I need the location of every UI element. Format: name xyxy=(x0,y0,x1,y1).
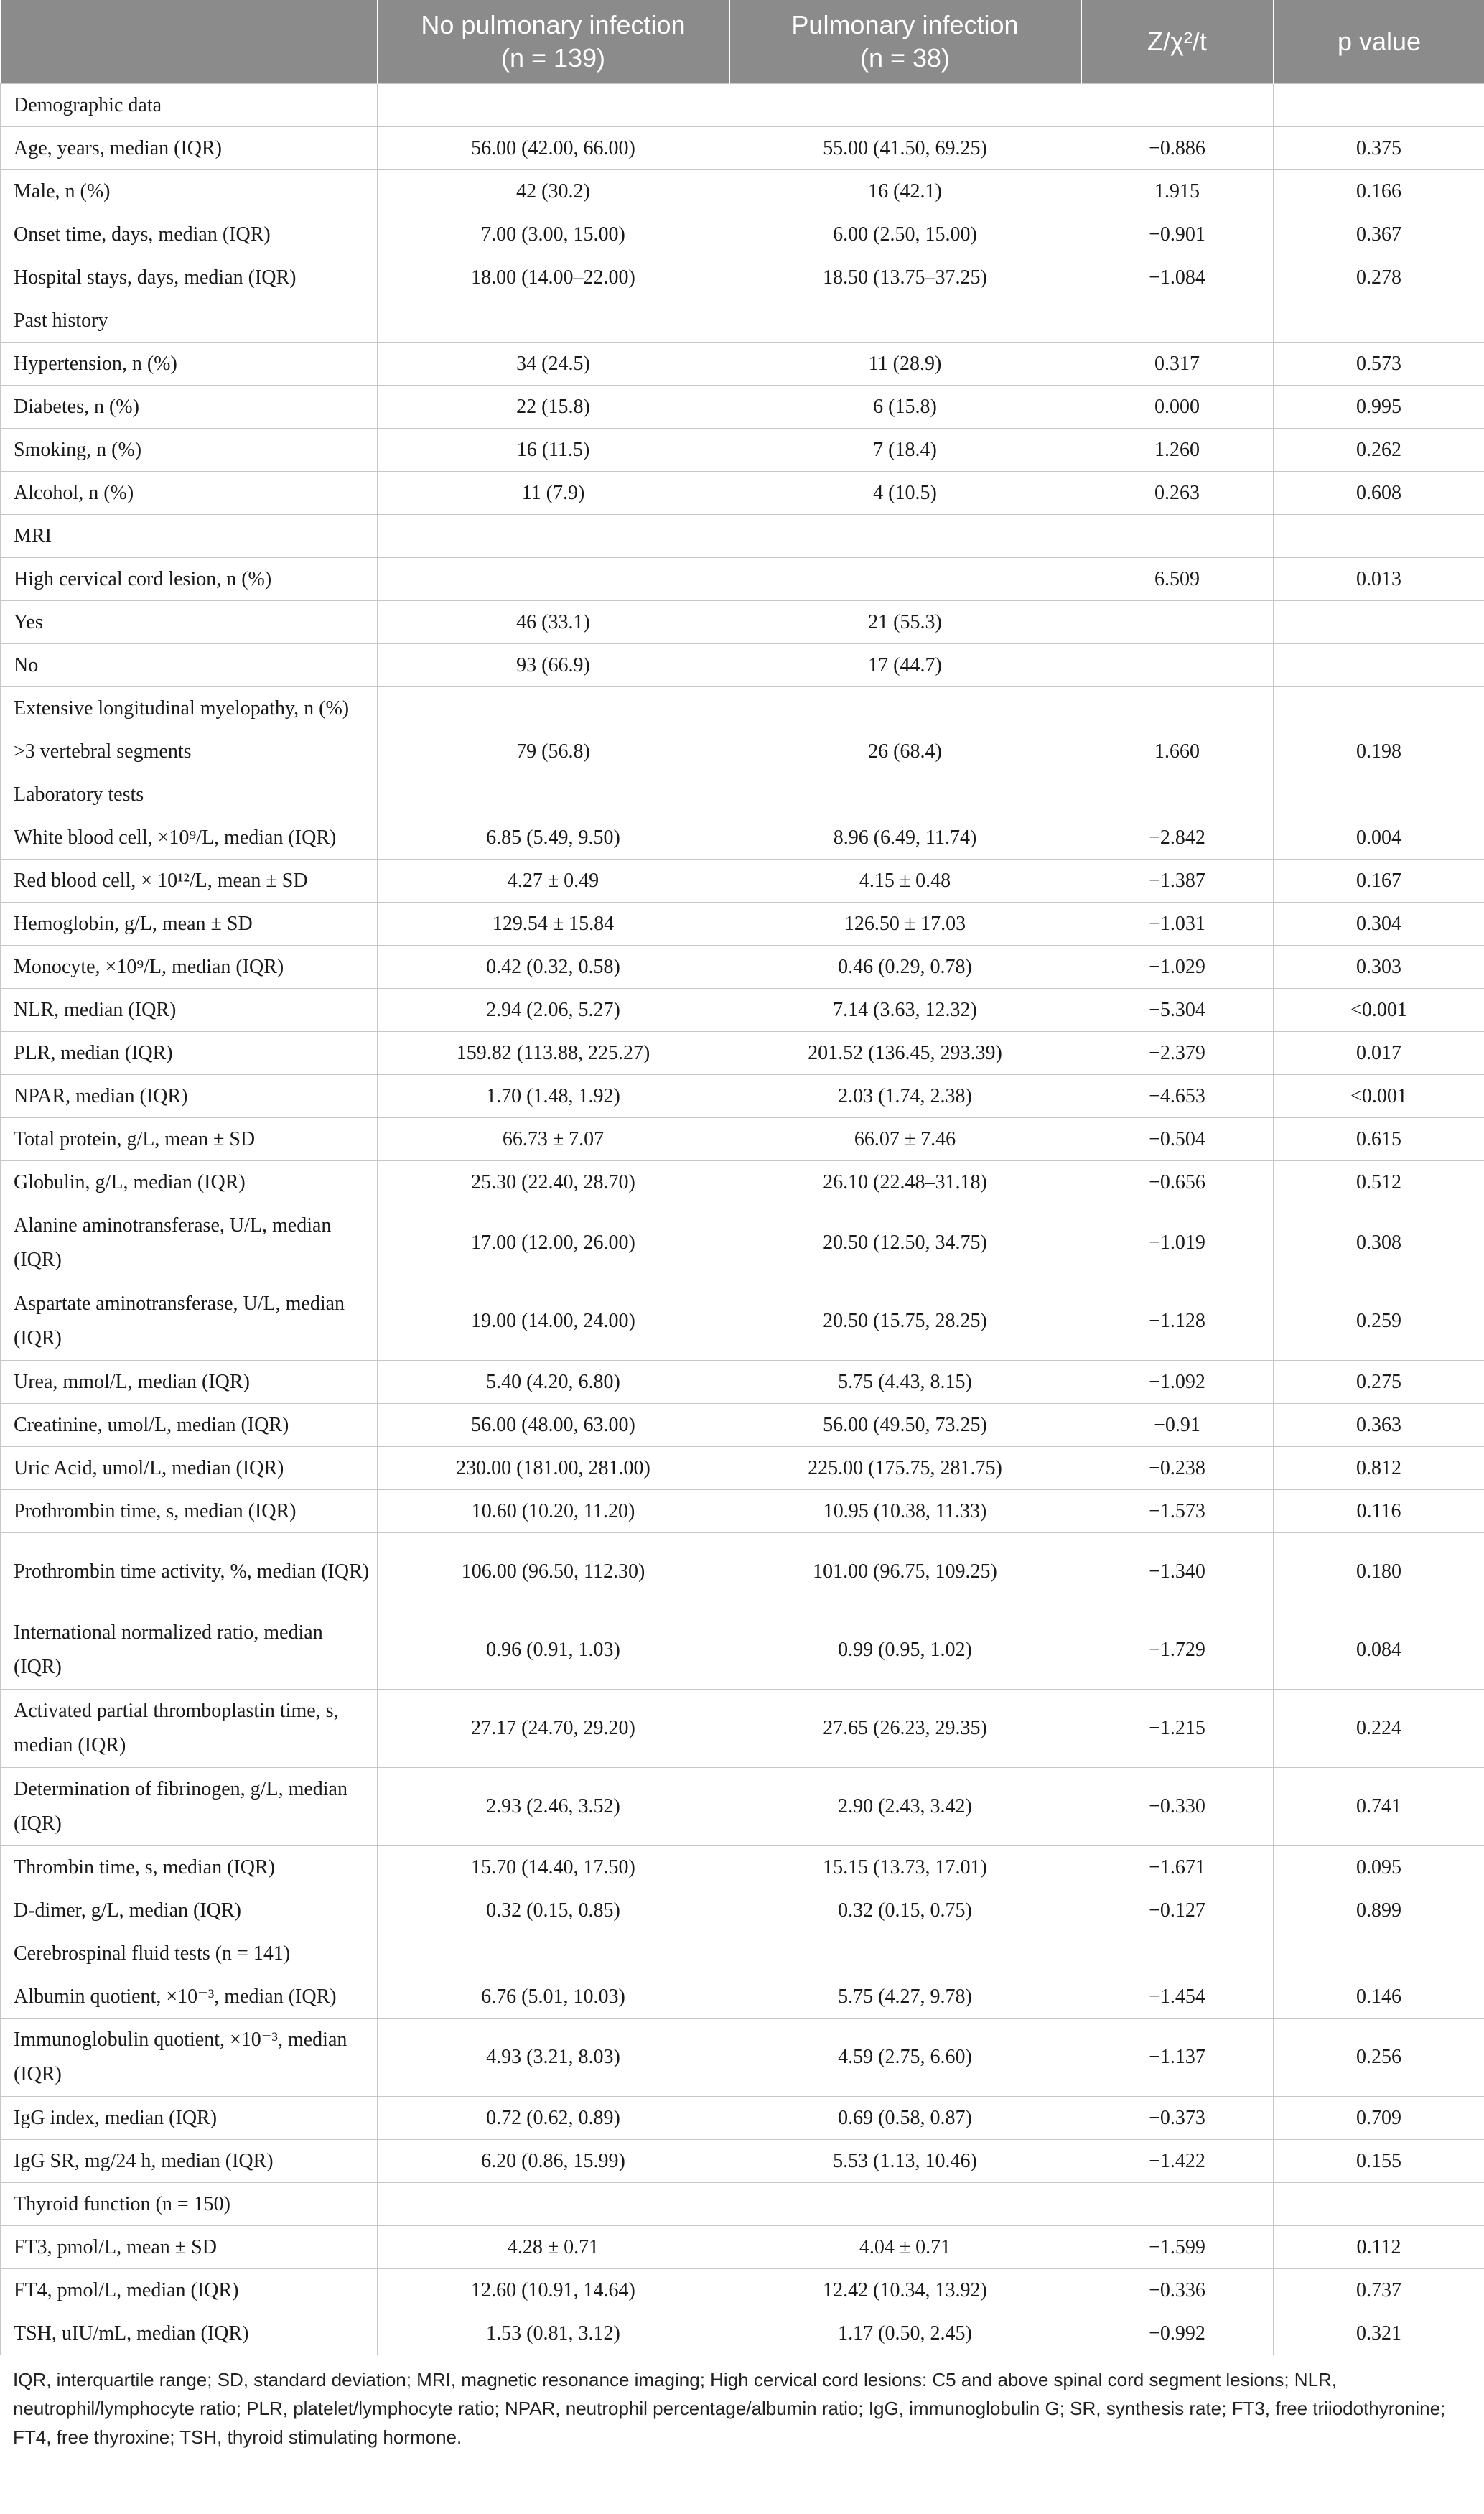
p-value: 0.198 xyxy=(1274,730,1484,773)
table-row xyxy=(1,2097,1484,2140)
table-row xyxy=(1,1533,1484,1611)
p-value: 0.608 xyxy=(1274,472,1484,515)
infection-value: 4 (10.5) xyxy=(729,472,1081,515)
infection-value: 4.15 ± 0.48 xyxy=(729,860,1081,903)
row-label: MRI xyxy=(1,515,378,558)
no-infection-value: 93 (66.9) xyxy=(378,644,729,687)
no-infection-value: 15.70 (14.40, 17.50) xyxy=(378,1846,729,1889)
test-statistic-value xyxy=(1081,515,1274,558)
p-value xyxy=(1274,2183,1484,2226)
table-row xyxy=(1,299,1484,343)
table-row xyxy=(1,946,1484,989)
p-value: 0.166 xyxy=(1274,170,1484,213)
test-statistic-value: −1.573 xyxy=(1081,1490,1274,1533)
infection-value: 8.96 (6.49, 11.74) xyxy=(729,816,1081,860)
p-value: 0.013 xyxy=(1274,558,1484,601)
test-statistic-value: −1.422 xyxy=(1081,2140,1274,2183)
p-value: 0.084 xyxy=(1274,1611,1484,1690)
p-value: 0.112 xyxy=(1274,2226,1484,2269)
table-row xyxy=(1,429,1484,472)
table-header xyxy=(1,0,1484,84)
test-statistic-value: −0.373 xyxy=(1081,2097,1274,2140)
test-statistic-value xyxy=(1081,299,1274,343)
test-statistic-value: −1.029 xyxy=(1081,946,1274,989)
p-value: 0.259 xyxy=(1274,1282,1484,1361)
p-value: 0.995 xyxy=(1274,386,1484,429)
p-value: 0.004 xyxy=(1274,816,1484,860)
infection-value: 21 (55.3) xyxy=(729,601,1081,644)
no-infection-value: 25.30 (22.40, 28.70) xyxy=(378,1161,729,1204)
p-value: 0.741 xyxy=(1274,1768,1484,1846)
test-statistic-value: −0.238 xyxy=(1081,1447,1274,1490)
table-row xyxy=(1,2312,1484,2355)
header-p-value: p value xyxy=(1274,0,1484,84)
infection-value: 5.75 (4.43, 8.15) xyxy=(729,1361,1081,1404)
p-value: 0.375 xyxy=(1274,127,1484,170)
table-row xyxy=(1,903,1484,946)
no-infection-value: 5.40 (4.20, 6.80) xyxy=(378,1361,729,1404)
test-statistic-value: −5.304 xyxy=(1081,989,1274,1032)
no-infection-value: 4.93 (3.21, 8.03) xyxy=(378,2019,729,2097)
p-value xyxy=(1274,687,1484,730)
no-infection-value: 159.82 (113.88, 225.27) xyxy=(378,1032,729,1075)
table-row xyxy=(1,1075,1484,1118)
header-pulmonary-infection xyxy=(729,0,1081,84)
header-infection-n: (n = 38) xyxy=(859,43,951,73)
no-infection-value: 106.00 (96.50, 112.30) xyxy=(378,1533,729,1611)
table-row xyxy=(1,601,1484,644)
test-statistic-value: −1.387 xyxy=(1081,860,1274,903)
row-label: Hypertension, n (%) xyxy=(1,343,378,386)
no-infection-value: 6.76 (5.01, 10.03) xyxy=(378,1975,729,2019)
row-label: FT3, pmol/L, mean ± SD xyxy=(1,2226,378,2269)
table-row xyxy=(1,687,1484,730)
row-label: Alcohol, n (%) xyxy=(1,472,378,515)
no-infection-value: 11 (7.9) xyxy=(378,472,729,515)
table-row xyxy=(1,2019,1484,2097)
table-row xyxy=(1,1361,1484,1404)
table-row xyxy=(1,1204,1484,1282)
no-infection-value: 18.00 (14.00–22.00) xyxy=(378,256,729,299)
table-row xyxy=(1,343,1484,386)
test-statistic-value: −0.992 xyxy=(1081,2312,1274,2355)
table-footnote: IQR, interquartile range; SD, standard deviation; MRI, magnetic resonance imaging; High cervical cord lesions: C5 and above spinal cord segment lesions; NLR, neutrophil/lymphocyte ratio; PLR, platelet/lymphocyte ratio; NPAR, neutrophil percentage/albumin ratio; IgG, immunoglobulin G; SR, synthesis rate; FT3, free triiodothyronine; FT4, free thyroxine; TSH, thyroid stimulating hormone. xyxy=(13,2369,1446,2448)
test-statistic-value: −1.031 xyxy=(1081,903,1274,946)
row-label: Past history xyxy=(1,299,378,343)
infection-value: 0.46 (0.29, 0.78) xyxy=(729,946,1081,989)
no-infection-value xyxy=(378,687,729,730)
infection-value: 2.90 (2.43, 3.42) xyxy=(729,1768,1081,1846)
table-row xyxy=(1,816,1484,860)
infection-value: 20.50 (15.75, 28.25) xyxy=(729,1282,1081,1361)
row-label: Monocyte, ×10⁹/L, median (IQR) xyxy=(1,946,378,989)
infection-value xyxy=(729,2183,1081,2226)
infection-value xyxy=(729,299,1081,343)
row-label: PLR, median (IQR) xyxy=(1,1032,378,1075)
row-label: Prothrombin time activity, %, median (IQR) xyxy=(1,1533,378,1611)
test-statistic-value xyxy=(1081,84,1274,127)
table-row xyxy=(1,1447,1484,1490)
test-statistic-value: −0.901 xyxy=(1081,213,1274,256)
row-label: TSH, uIU/mL, median (IQR) xyxy=(1,2312,378,2355)
no-infection-value: 10.60 (10.20, 11.20) xyxy=(378,1490,729,1533)
no-infection-value: 230.00 (181.00, 281.00) xyxy=(378,1447,729,1490)
p-value: 0.304 xyxy=(1274,903,1484,946)
test-statistic-value: −2.379 xyxy=(1081,1032,1274,1075)
test-statistic-value: −1.454 xyxy=(1081,1975,1274,2019)
test-statistic-value xyxy=(1081,601,1274,644)
table-row xyxy=(1,2183,1484,2226)
no-infection-value xyxy=(378,558,729,601)
row-label: D-dimer, g/L, median (IQR) xyxy=(1,1889,378,1932)
no-infection-value xyxy=(378,2183,729,2226)
no-infection-value: 6.85 (5.49, 9.50) xyxy=(378,816,729,860)
row-label: Extensive longitudinal myelopathy, n (%) xyxy=(1,687,378,730)
no-infection-value: 22 (15.8) xyxy=(378,386,729,429)
no-infection-value: 66.73 ± 7.07 xyxy=(378,1118,729,1161)
no-infection-value: 16 (11.5) xyxy=(378,429,729,472)
p-value: 0.180 xyxy=(1274,1533,1484,1611)
row-label: Creatinine, umol/L, median (IQR) xyxy=(1,1404,378,1447)
row-label: Activated partial thromboplastin time, s, median (IQR) xyxy=(1,1690,378,1768)
table-row xyxy=(1,644,1484,687)
header-row xyxy=(1,0,1484,84)
test-statistic-value: 0.263 xyxy=(1081,472,1274,515)
row-label: IgG index, median (IQR) xyxy=(1,2097,378,2140)
infection-value: 18.50 (13.75–37.25) xyxy=(729,256,1081,299)
row-label: Diabetes, n (%) xyxy=(1,386,378,429)
row-label: Cerebrospinal fluid tests (n = 141) xyxy=(1,1932,378,1975)
p-value: <0.001 xyxy=(1274,989,1484,1032)
no-infection-value: 0.72 (0.62, 0.89) xyxy=(378,2097,729,2140)
p-value: 0.363 xyxy=(1274,1404,1484,1447)
row-label: FT4, pmol/L, median (IQR) xyxy=(1,2269,378,2312)
p-value xyxy=(1274,1932,1484,1975)
row-label: High cervical cord lesion, n (%) xyxy=(1,558,378,601)
infection-value: 0.69 (0.58, 0.87) xyxy=(729,2097,1081,2140)
p-value: 0.573 xyxy=(1274,343,1484,386)
infection-value: 12.42 (10.34, 13.92) xyxy=(729,2269,1081,2312)
no-infection-value: 79 (56.8) xyxy=(378,730,729,773)
table-row xyxy=(1,386,1484,429)
row-label: Thyroid function (n = 150) xyxy=(1,2183,378,2226)
no-infection-value: 129.54 ± 15.84 xyxy=(378,903,729,946)
no-infection-value: 0.42 (0.32, 0.58) xyxy=(378,946,729,989)
row-label: Albumin quotient, ×10⁻³, median (IQR) xyxy=(1,1975,378,2019)
p-value xyxy=(1274,773,1484,816)
p-value: 0.303 xyxy=(1274,946,1484,989)
table-row xyxy=(1,84,1484,127)
row-label: IgG SR, mg/24 h, median (IQR) xyxy=(1,2140,378,2183)
infection-value xyxy=(729,84,1081,127)
table-body xyxy=(1,84,1484,2355)
test-statistic-value: 1.260 xyxy=(1081,429,1274,472)
row-label: Demographic data xyxy=(1,84,378,127)
p-value: 0.017 xyxy=(1274,1032,1484,1075)
infection-value: 0.99 (0.95, 1.02) xyxy=(729,1611,1081,1690)
no-infection-value: 0.32 (0.15, 0.85) xyxy=(378,1889,729,1932)
no-infection-value: 17.00 (12.00, 26.00) xyxy=(378,1204,729,1282)
table-row xyxy=(1,127,1484,170)
p-value: 0.709 xyxy=(1274,2097,1484,2140)
p-value xyxy=(1274,515,1484,558)
row-label: NPAR, median (IQR) xyxy=(1,1075,378,1118)
infection-value: 101.00 (96.75, 109.25) xyxy=(729,1533,1081,1611)
infection-value xyxy=(729,515,1081,558)
row-label: Male, n (%) xyxy=(1,170,378,213)
row-label: Age, years, median (IQR) xyxy=(1,127,378,170)
row-label: Aspartate aminotransferase, U/L, median (IQR) xyxy=(1,1282,378,1361)
no-infection-value: 1.53 (0.81, 3.12) xyxy=(378,2312,729,2355)
infection-value: 27.65 (26.23, 29.35) xyxy=(729,1690,1081,1768)
row-label: Onset time, days, median (IQR) xyxy=(1,213,378,256)
no-infection-value xyxy=(378,1932,729,1975)
test-statistic-value: −0.127 xyxy=(1081,1889,1274,1932)
p-value xyxy=(1274,601,1484,644)
header-infection-label: Pulmonary infection xyxy=(791,10,1019,39)
infection-value: 26 (68.4) xyxy=(729,730,1081,773)
p-value: 0.262 xyxy=(1274,429,1484,472)
table-row xyxy=(1,1404,1484,1447)
no-infection-value: 4.28 ± 0.71 xyxy=(378,2226,729,2269)
infection-value: 26.10 (22.48–31.18) xyxy=(729,1161,1081,1204)
p-value: 0.899 xyxy=(1274,1889,1484,1932)
test-statistic-value: −1.092 xyxy=(1081,1361,1274,1404)
test-statistic-value: 1.915 xyxy=(1081,170,1274,213)
table-row xyxy=(1,1975,1484,2019)
infection-value: 56.00 (49.50, 73.25) xyxy=(729,1404,1081,1447)
infection-value: 10.95 (10.38, 11.33) xyxy=(729,1490,1081,1533)
test-statistic-value xyxy=(1081,1932,1274,1975)
infection-value: 17 (44.7) xyxy=(729,644,1081,687)
no-infection-value: 56.00 (48.00, 63.00) xyxy=(378,1404,729,1447)
header-no-infection-n: (n = 139) xyxy=(500,43,606,73)
p-value: 0.308 xyxy=(1274,1204,1484,1282)
header-no-pulmonary-infection xyxy=(378,0,729,84)
table-row xyxy=(1,515,1484,558)
test-statistic-value: −1.215 xyxy=(1081,1690,1274,1768)
no-infection-value: 6.20 (0.86, 15.99) xyxy=(378,2140,729,2183)
no-infection-value: 42 (30.2) xyxy=(378,170,729,213)
header-no-infection-label: No pulmonary infection xyxy=(421,10,686,39)
table-row xyxy=(1,773,1484,816)
no-infection-value: 12.60 (10.91, 14.64) xyxy=(378,2269,729,2312)
row-label: Red blood cell, × 10¹²/L, mean ± SD xyxy=(1,860,378,903)
infection-value: 20.50 (12.50, 34.75) xyxy=(729,1204,1081,1282)
row-label: Smoking, n (%) xyxy=(1,429,378,472)
no-infection-value: 0.96 (0.91, 1.03) xyxy=(378,1611,729,1690)
table-row xyxy=(1,730,1484,773)
p-value: 0.224 xyxy=(1274,1690,1484,1768)
row-label: Laboratory tests xyxy=(1,773,378,816)
no-infection-value: 34 (24.5) xyxy=(378,343,729,386)
infection-value xyxy=(729,773,1081,816)
row-label: Hospital stays, days, median (IQR) xyxy=(1,256,378,299)
infection-value: 66.07 ± 7.46 xyxy=(729,1118,1081,1161)
no-infection-value: 19.00 (14.00, 24.00) xyxy=(378,1282,729,1361)
test-statistic-value: −1.137 xyxy=(1081,2019,1274,2097)
table-row xyxy=(1,1690,1484,1768)
table-row xyxy=(1,1161,1484,1204)
no-infection-value: 2.93 (2.46, 3.52) xyxy=(378,1768,729,1846)
no-infection-value xyxy=(378,515,729,558)
p-value: 0.367 xyxy=(1274,213,1484,256)
test-statistic-value: −0.91 xyxy=(1081,1404,1274,1447)
test-statistic-value: −0.656 xyxy=(1081,1161,1274,1204)
table-row xyxy=(1,1611,1484,1690)
test-statistic-value: 1.660 xyxy=(1081,730,1274,773)
p-value: 0.167 xyxy=(1274,860,1484,903)
p-value: 0.095 xyxy=(1274,1846,1484,1889)
table-row xyxy=(1,2226,1484,2269)
p-value: 0.321 xyxy=(1274,2312,1484,2355)
header-test-statistic: Z/χ²/t xyxy=(1081,0,1274,84)
row-label: Prothrombin time, s, median (IQR) xyxy=(1,1490,378,1533)
table-row xyxy=(1,989,1484,1032)
test-statistic-value: −2.842 xyxy=(1081,816,1274,860)
test-statistic-value xyxy=(1081,687,1274,730)
test-statistic-value xyxy=(1081,773,1274,816)
p-value: 0.146 xyxy=(1274,1975,1484,2019)
test-statistic-value: −1.019 xyxy=(1081,1204,1274,1282)
row-label: Globulin, g/L, median (IQR) xyxy=(1,1161,378,1204)
row-label: Alanine aminotransferase, U/L, median (IQR) xyxy=(1,1204,378,1282)
test-statistic-value: −0.886 xyxy=(1081,127,1274,170)
infection-value: 7 (18.4) xyxy=(729,429,1081,472)
table-row xyxy=(1,1118,1484,1161)
infection-value: 5.53 (1.13, 10.46) xyxy=(729,2140,1081,2183)
p-value: 0.615 xyxy=(1274,1118,1484,1161)
row-label: Uric Acid, umol/L, median (IQR) xyxy=(1,1447,378,1490)
test-statistic-value: 6.509 xyxy=(1081,558,1274,601)
infection-value xyxy=(729,1932,1081,1975)
p-value: 0.278 xyxy=(1274,256,1484,299)
infection-value: 6.00 (2.50, 15.00) xyxy=(729,213,1081,256)
test-statistic-value: −1.128 xyxy=(1081,1282,1274,1361)
no-infection-value: 1.70 (1.48, 1.92) xyxy=(378,1075,729,1118)
row-label: Hemoglobin, g/L, mean ± SD xyxy=(1,903,378,946)
test-statistic-value: −0.336 xyxy=(1081,2269,1274,2312)
infection-value: 5.75 (4.27, 9.78) xyxy=(729,1975,1081,2019)
p-value: 0.256 xyxy=(1274,2019,1484,2097)
infection-value: 126.50 ± 17.03 xyxy=(729,903,1081,946)
no-infection-value: 7.00 (3.00, 15.00) xyxy=(378,213,729,256)
row-label: No xyxy=(1,644,378,687)
p-value xyxy=(1274,644,1484,687)
row-label: International normalized ratio, median (IQR) xyxy=(1,1611,378,1690)
p-value: 0.275 xyxy=(1274,1361,1484,1404)
test-statistic-value xyxy=(1081,644,1274,687)
infection-value: 55.00 (41.50, 69.25) xyxy=(729,127,1081,170)
no-infection-value: 46 (33.1) xyxy=(378,601,729,644)
test-statistic-value: 0.317 xyxy=(1081,343,1274,386)
test-statistic-value: −4.653 xyxy=(1081,1075,1274,1118)
test-statistic-value: −0.330 xyxy=(1081,1768,1274,1846)
infection-value: 6 (15.8) xyxy=(729,386,1081,429)
no-infection-value: 4.27 ± 0.49 xyxy=(378,860,729,903)
infection-value: 1.17 (0.50, 2.45) xyxy=(729,2312,1081,2355)
row-label: Immunoglobulin quotient, ×10⁻³, median (IQR) xyxy=(1,2019,378,2097)
test-statistic-value: 0.000 xyxy=(1081,386,1274,429)
table-row xyxy=(1,1932,1484,1975)
infection-value: 16 (42.1) xyxy=(729,170,1081,213)
p-value: 0.116 xyxy=(1274,1490,1484,1533)
row-label: Yes xyxy=(1,601,378,644)
no-infection-value xyxy=(378,84,729,127)
p-value xyxy=(1274,299,1484,343)
row-label: Determination of fibrinogen, g/L, median (IQR) xyxy=(1,1768,378,1846)
test-statistic-value: −1.671 xyxy=(1081,1846,1274,1889)
infection-value: 225.00 (175.75, 281.75) xyxy=(729,1447,1081,1490)
table-row xyxy=(1,1282,1484,1361)
p-value: <0.001 xyxy=(1274,1075,1484,1118)
test-statistic-value: −1.729 xyxy=(1081,1611,1274,1690)
row-label: >3 vertebral segments xyxy=(1,730,378,773)
table-row xyxy=(1,558,1484,601)
infection-value: 4.59 (2.75, 6.60) xyxy=(729,2019,1081,2097)
infection-value: 4.04 ± 0.71 xyxy=(729,2226,1081,2269)
no-infection-value xyxy=(378,773,729,816)
infection-value xyxy=(729,558,1081,601)
infection-value xyxy=(729,687,1081,730)
table-row xyxy=(1,1490,1484,1533)
infection-value: 15.15 (13.73, 17.01) xyxy=(729,1846,1081,1889)
row-label: NLR, median (IQR) xyxy=(1,989,378,1032)
row-label: Total protein, g/L, mean ± SD xyxy=(1,1118,378,1161)
table-row xyxy=(1,1889,1484,1932)
table-row xyxy=(1,2269,1484,2312)
infection-value: 0.32 (0.15, 0.75) xyxy=(729,1889,1081,1932)
table-row xyxy=(1,1768,1484,1846)
infection-value: 11 (28.9) xyxy=(729,343,1081,386)
row-label: Urea, mmol/L, median (IQR) xyxy=(1,1361,378,1404)
p-value: 0.155 xyxy=(1274,2140,1484,2183)
p-value: 0.512 xyxy=(1274,1161,1484,1204)
infection-value: 2.03 (1.74, 2.38) xyxy=(729,1075,1081,1118)
no-infection-value: 2.94 (2.06, 5.27) xyxy=(378,989,729,1032)
p-value xyxy=(1274,84,1484,127)
no-infection-value xyxy=(378,299,729,343)
test-statistic-value: −1.599 xyxy=(1081,2226,1274,2269)
p-value: 0.737 xyxy=(1274,2269,1484,2312)
table-row xyxy=(1,860,1484,903)
p-value: 0.812 xyxy=(1274,1447,1484,1490)
table-row xyxy=(1,256,1484,299)
no-infection-value: 56.00 (42.00, 66.00) xyxy=(378,127,729,170)
table-row xyxy=(1,1032,1484,1075)
row-label: White blood cell, ×10⁹/L, median (IQR) xyxy=(1,816,378,860)
table-row xyxy=(1,1846,1484,1889)
no-infection-value: 27.17 (24.70, 29.20) xyxy=(378,1690,729,1768)
table-row xyxy=(1,213,1484,256)
table-row xyxy=(1,170,1484,213)
infection-value: 7.14 (3.63, 12.32) xyxy=(729,989,1081,1032)
test-statistic-value xyxy=(1081,2183,1274,2226)
test-statistic-value: −1.340 xyxy=(1081,1533,1274,1611)
table-row xyxy=(1,472,1484,515)
header-variable xyxy=(1,0,378,84)
table-row xyxy=(1,2140,1484,2183)
test-statistic-value: −0.504 xyxy=(1081,1118,1274,1161)
infection-value: 201.52 (136.45, 293.39) xyxy=(729,1032,1081,1075)
test-statistic-value: −1.084 xyxy=(1081,256,1274,299)
row-label: Thrombin time, s, median (IQR) xyxy=(1,1846,378,1889)
